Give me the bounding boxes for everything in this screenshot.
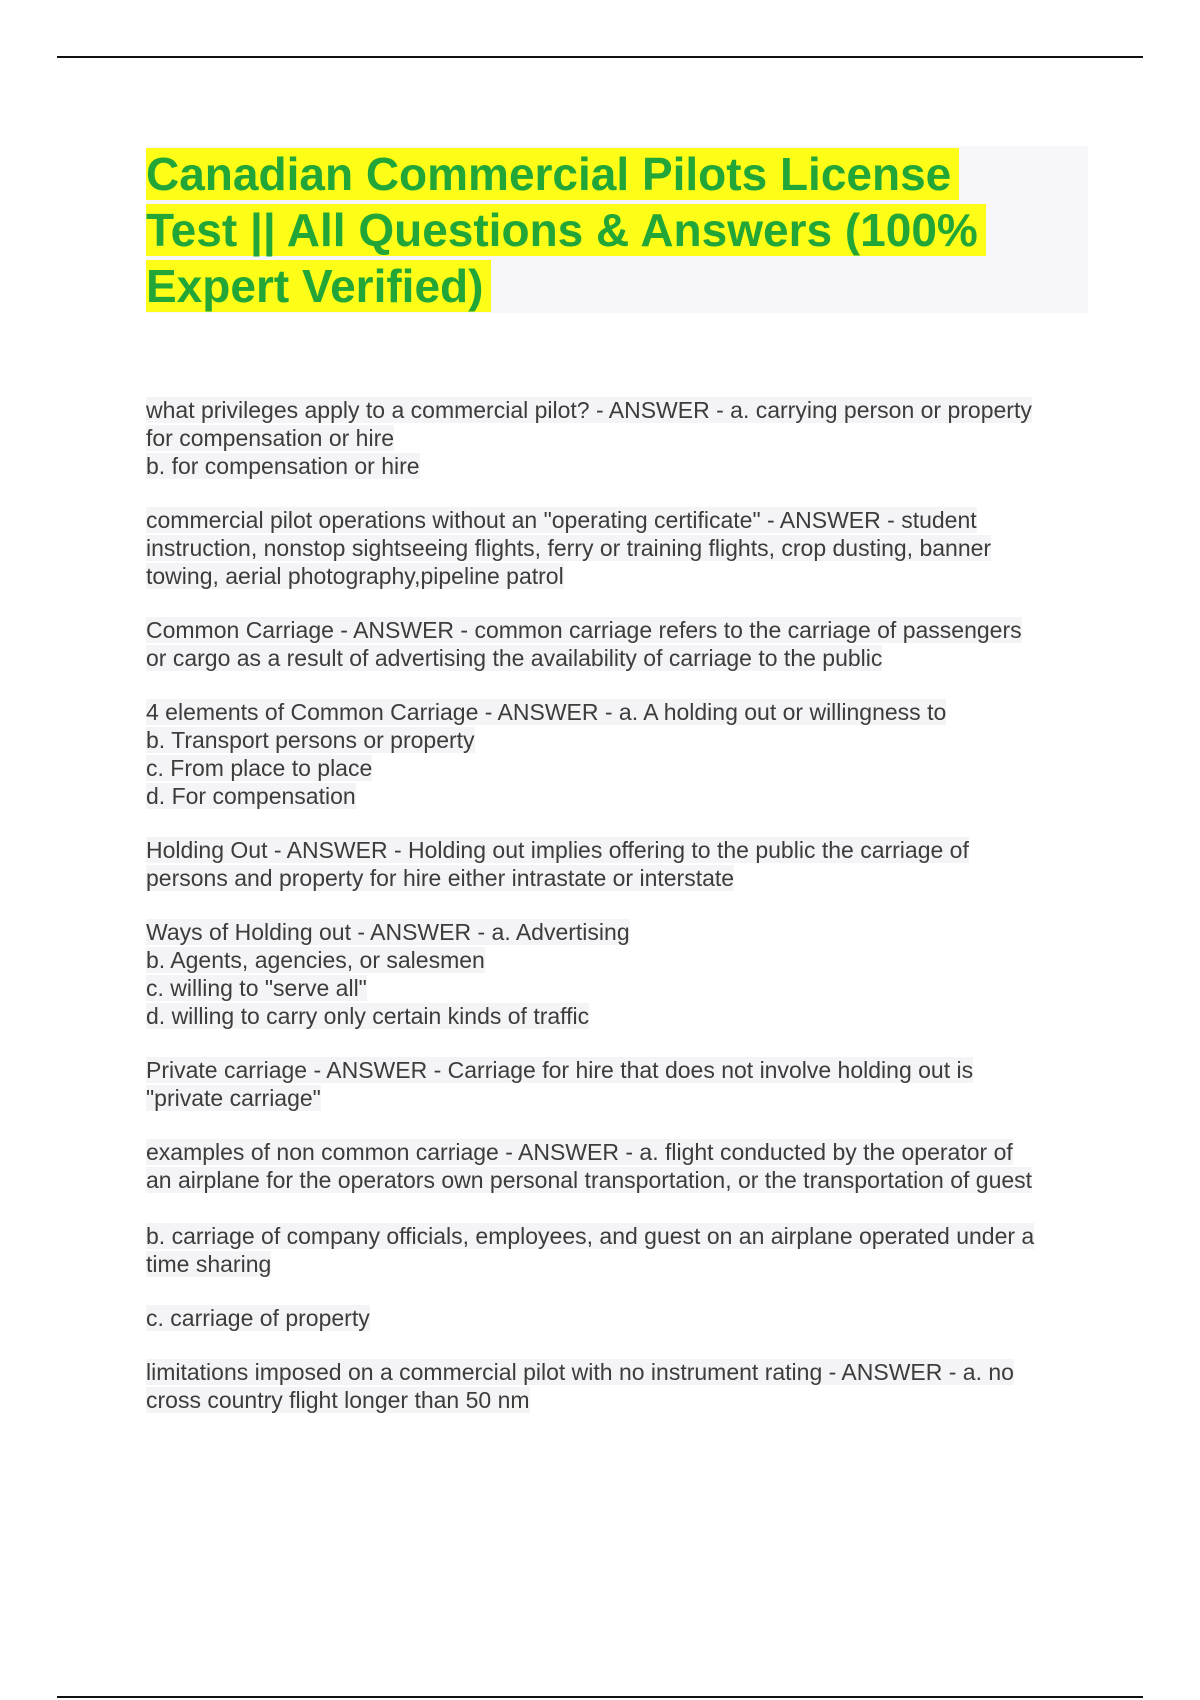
qa-entry: [146, 616, 1096, 672]
qa-entry: [146, 396, 1096, 480]
qa-line: examples of non common carriage - ANSWER - a. flight conducted by the operator of: [146, 1139, 1013, 1165]
qa-line: instruction, nonstop sightseeing flights, ferry or training flights, crop dusting, banner: [146, 535, 992, 561]
qa-line: time sharing: [146, 1251, 272, 1277]
qa-line: c. carriage of property: [146, 1305, 370, 1331]
qa-line: commercial pilot operations without an "operating certificate" - ANSWER - student: [146, 507, 977, 533]
qa-line: d. willing to carry only certain kinds of traffic: [146, 1003, 590, 1029]
qa-line: cross country flight longer than 50 nm: [146, 1387, 530, 1413]
qa-line: limitations imposed on a commercial pilot with no instrument rating - ANSWER - a. no: [146, 1359, 1014, 1385]
qa-line: Private carriage - ANSWER - Carriage for hire that does not involve holding out is: [146, 1057, 974, 1083]
qa-entry: [146, 698, 1096, 810]
qa-line: Common Carriage - ANSWER - common carriage refers to the carriage of passengers: [146, 617, 1022, 643]
title-line-2: Test || All Questions & Answers (100%: [146, 204, 986, 256]
qa-line: b. carriage of company officials, employees, and guest on an airplane operated under a: [146, 1223, 1035, 1249]
qa-line: persons and property for hire either intrastate or interstate: [146, 865, 735, 891]
qa-line: c. willing to "serve all": [146, 975, 367, 1001]
qa-line: for compensation or hire: [146, 425, 395, 451]
qa-entry: [146, 1138, 1096, 1194]
qa-line: "private carriage": [146, 1085, 321, 1111]
title-line-3: Expert Verified): [146, 260, 491, 312]
qa-line: b. Agents, agencies, or salesmen: [146, 947, 485, 973]
qa-line: an airplane for the operators own personal transportation, or the transportation of guest: [146, 1167, 1033, 1193]
footer-rule: [57, 1696, 1143, 1698]
qa-line: towing, aerial photography,pipeline patrol: [146, 563, 564, 589]
qa-line: d. For compensation: [146, 783, 356, 809]
qa-list: [146, 396, 1096, 1440]
qa-line: what privileges apply to a commercial pilot? - ANSWER - a. carrying person or property: [146, 397, 1032, 423]
qa-line: or cargo as a result of advertising the availability of carriage to the public: [146, 645, 883, 671]
qa-entry: [146, 1056, 1096, 1112]
qa-entry: [146, 836, 1096, 892]
qa-line: Ways of Holding out - ANSWER - a. Advertising: [146, 919, 630, 945]
qa-line: Holding Out - ANSWER - Holding out implies offering to the public the carriage of: [146, 837, 969, 863]
qa-line: b. Transport persons or property: [146, 727, 475, 753]
qa-entry: [146, 918, 1096, 1030]
title-block: [146, 146, 1088, 313]
qa-entry: [146, 1304, 1096, 1332]
qa-line: b. for compensation or hire: [146, 453, 420, 479]
document-title: [146, 146, 1046, 314]
qa-line: 4 elements of Common Carriage - ANSWER - a. A holding out or willingness to: [146, 699, 947, 725]
qa-line: c. From place to place: [146, 755, 373, 781]
qa-entry: [146, 1358, 1096, 1414]
qa-entry: [146, 1222, 1096, 1278]
title-line-1: Canadian Commercial Pilots License: [146, 148, 959, 200]
header-rule: [57, 56, 1143, 58]
qa-entry: [146, 506, 1096, 590]
